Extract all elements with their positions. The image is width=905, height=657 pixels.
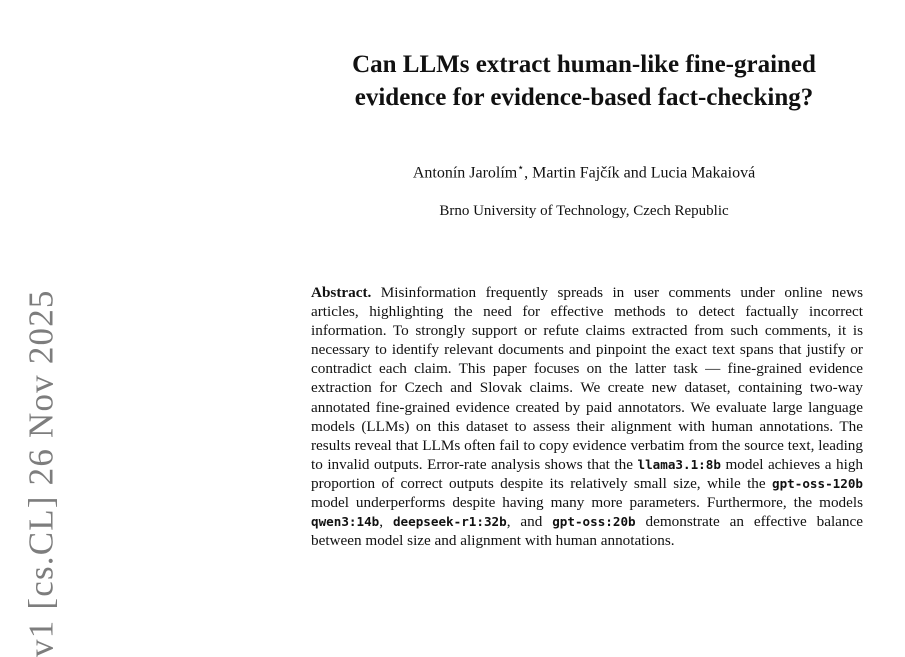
model-name-llama: llama3.1:8b: [637, 456, 721, 472]
title-line-1: Can LLMs extract human-like fine-grained: [352, 51, 816, 78]
paper-title: [300, 48, 868, 114]
abstract-text-2: model achieves a high proportion of correct outputs despite its relatively small size, while the: [311, 455, 864, 492]
model-name-gpt-oss-20b: gpt-oss:20b: [552, 514, 636, 530]
abstract: [311, 283, 863, 550]
abstract-text-3: model underperforms despite having many more parameters. Furthermore, the models: [311, 494, 863, 512]
author-primary: Antonín Jarolím: [412, 164, 518, 182]
abstract-text-4: demonstrate an effective balance between model size and alignment with human annotations.: [311, 513, 863, 550]
model-name-deepseek: deepseek-r1:32b: [392, 514, 507, 530]
abstract-separator-1: ,: [379, 513, 384, 531]
author-list: [300, 158, 868, 183]
abstract-text-1: Misinformation frequently spreads in user comments under online news articles, highlighting the need for effective methods to detect factually incorrect information. To strongly support or refute claims extracted from such comments, it is necessary to identify relevant documents and pinpoint the exact text spans that justify or contradict each claim. This paper focuses on the latter task — fine-grained evidence extraction for Czech and Slovak claims. We create new dataset, containing two-way annotated fine-grained evidence created by paid annotators. We evaluate large language models (LLMs) on this dataset to assess their alignment with human annotations. The results reveal that LLMs often fail to copy evidence verbatim from the source text, leading to invalid outputs. Error-rate analysis shows that the: [311, 284, 864, 473]
arxiv-side-stamp: [18, 0, 64, 657]
author-others: , Martin Fajčík and Lucia Makaiová: [524, 164, 756, 182]
affiliation: Brno University of Technology, Czech Republic: [439, 203, 729, 219]
abstract-separator-2: , and: [506, 513, 543, 531]
model-name-gpt-oss-120b: gpt-oss-120b: [772, 475, 864, 491]
model-name-qwen3: qwen3:14b: [311, 514, 380, 530]
abstract-label: Abstract.: [311, 284, 372, 301]
title-block: [300, 48, 868, 114]
arxiv-identifier: v1 [cs.CL] 26 Nov 2025: [21, 289, 61, 657]
author-footnote-mark: ⋆: [517, 162, 525, 174]
title-line-2: evidence for evidence-based fact-checking?: [354, 84, 814, 111]
